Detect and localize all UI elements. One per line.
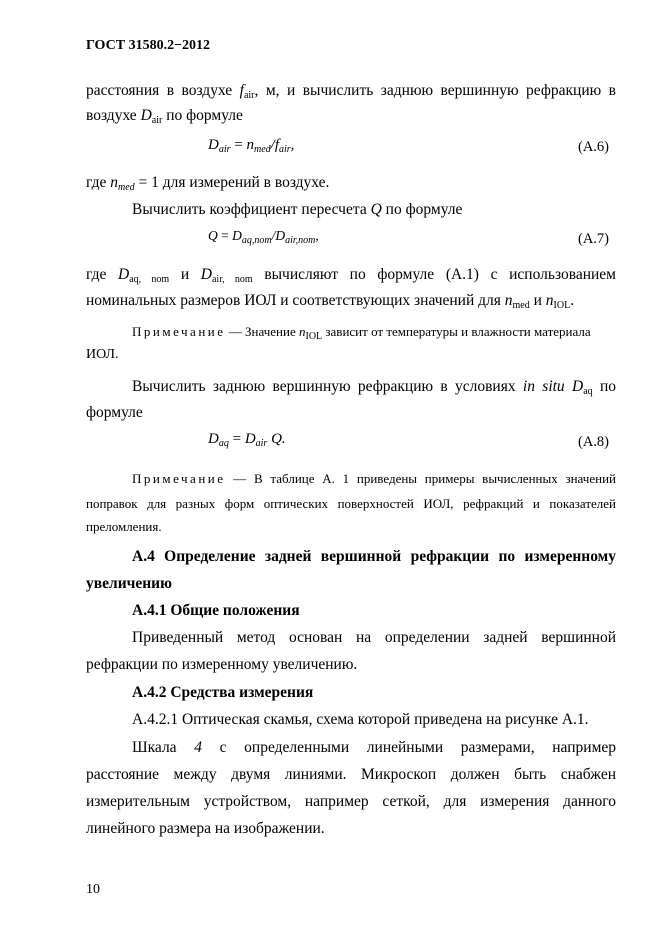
equation-number: (A.6) [577,139,609,155]
paragraph-line: Шкала 4 с определенными линейными размерами, например [132,739,617,756]
equation-number: (A.7) [577,231,609,247]
paragraph-line: Вычислить заднюю вершинную рефракцию в условиях in situ $D_{aq}$ по [132,378,617,397]
note-line: ИОЛ. [86,347,119,362]
paragraph-line: где nmed = 1 для измерений в воздухе. [86,174,330,193]
text: по формуле [162,107,243,124]
subscript: air [151,115,163,126]
subscript: air [243,90,255,101]
symbol-d: D [140,107,152,124]
subsection-heading: А.4.2 Средства измерения [132,684,314,701]
note-line: Примечание — Значение $n_{IOL}$ зависит от температуры и влажности материала [132,324,591,342]
formula-a7: $Q = D_{aq,nom}/D_{air,nom}$, [208,228,319,246]
symbol-f: f [239,82,244,99]
paragraph-line: измерительным устройством, например сеткой, для измерения данного [86,793,616,810]
paragraph-line: рефракции по измеренному увеличению. [86,656,358,673]
text: , м, и вычислить заднюю вершинную рефракцию в [254,82,616,99]
paragraph-line [86,103,616,133]
paragraph-line: где $D_{aq, nom}$ и $D_{air, nom}$ вычисляют по формуле (А.1) с использованием [86,266,616,285]
equation-number: (A.8) [577,434,609,450]
formula-a6: $D_{air} = n_{med}/f_{air}$, [208,137,295,155]
text: расстояния в воздухе [86,82,240,99]
paragraph-line: линейного размера на изображении. [86,820,325,837]
text: воздухе [86,107,141,124]
paragraph-line: расстояние между двумя линиями. Микроскоп должен быть снабжен [86,766,616,783]
paragraph-line: А.4.2.1 Оптическая скамья, схема которой приведена на рисунке А.1. [132,711,589,728]
standard-header: ГОСТ 31580.2−2012 [86,38,211,53]
paragraph-line: номинальных размеров ИОЛ и соответствующих значений для $n_{med}$ и $n_{IOL}$. [86,292,575,311]
note-line: Примечание — В таблице А. 1 приведены примеры вычисленных значений [132,471,616,486]
section-heading: увеличению [86,575,172,592]
formula-a8: $D_{aq} = D_{air}$ Q. [208,431,286,449]
page-number: 10 [86,882,100,897]
paragraph-line: Приведенный метод основан на определении задней вершинной [132,629,616,646]
note-line: преломления. [86,519,162,534]
paragraph-line: Вычислить коэффициент пересчета Q по формуле [132,201,463,218]
subsection-heading: А.4.1 Общие положения [132,602,300,619]
paragraph-line: формуле [86,404,143,421]
section-heading: А.4 Определение задней вершинной рефракции по измеренному [132,548,616,565]
note-line: поправок для разных форм оптических поверхностей ИОЛ, рефракций и показателей [86,496,616,511]
